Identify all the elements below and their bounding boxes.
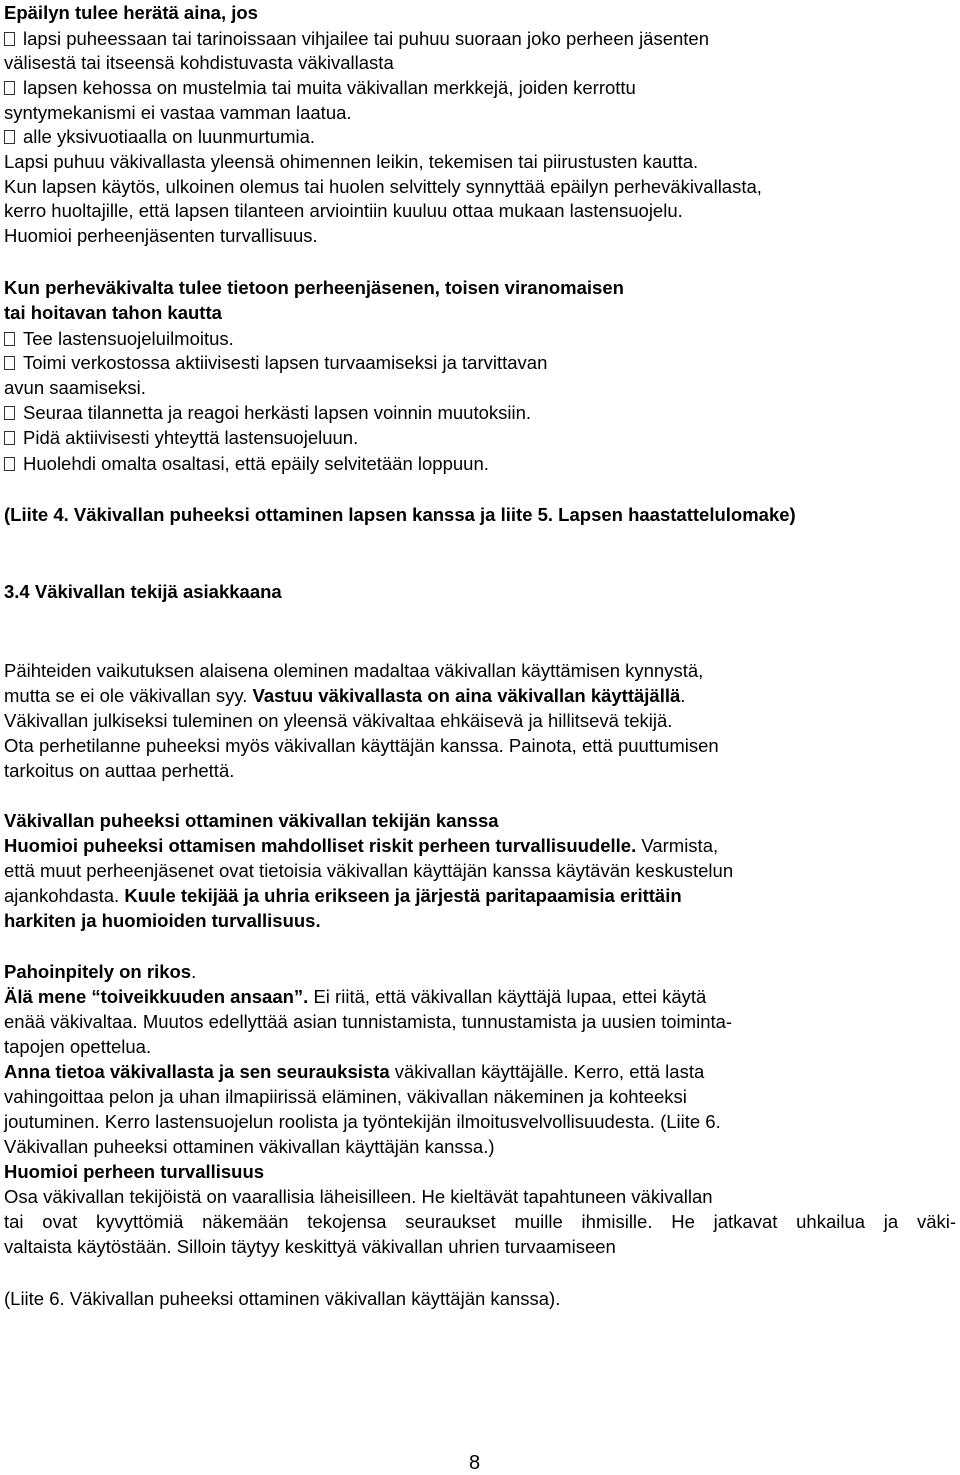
bullet-box-icon <box>4 81 15 95</box>
paragraph-line: Huomioi perheenjäsenten turvallisuus. <box>4 225 318 246</box>
bullet-box-icon <box>4 457 15 471</box>
section-heading: 3.4 Väkivallan tekijä asiakkaana <box>4 581 282 602</box>
list-item-cont: avun saamiseksi. <box>4 377 146 398</box>
paragraph-line: Kun lapsen käytös, ulkoinen olemus tai huolen selvittely synnyttää epäilyn perheväkivallasta, <box>4 176 762 197</box>
bullet-box-icon <box>4 406 15 420</box>
subheading: Väkivallan puheeksi ottaminen väkivallan tekijän kanssa <box>4 810 499 831</box>
list-item: alle yksivuotiaalla on luunmurtumia. <box>4 125 315 149</box>
paragraph-line: valtaista käytöstään. Silloin täytyy keskittyä väkivallan uhrien turvaamiseen <box>4 1236 616 1257</box>
paragraph-line: enää väkivaltaa. Muutos edellyttää asian tunnistamista, tunnustamista ja uusien toiminta- <box>4 1011 733 1032</box>
paragraph-line: Anna tietoa väkivallasta ja sen seurauksista väkivallan käyttäjälle. Kerro, että lasta <box>4 1061 705 1082</box>
paragraph-line: tai ovat kyvyttömiä näkemään tekojensa seuraukset muille ihmisille. He jatkavat uhkailua ja väki- <box>4 1211 956 1232</box>
paragraph-line: joutuminen. Kerro lastensuojelun roolista ja työntekijän ilmoitusvelvollisuudesta. (Liite 6. <box>4 1111 721 1132</box>
paragraph-line: Osa väkivallan tekijöistä on vaarallisia läheisilleen. He kieltävät tapahtuneen väkivallan <box>4 1186 713 1207</box>
list-item-cont: syntymekanismi ei vastaa vamman laatua. <box>4 102 352 123</box>
paragraph-line: Väkivallan julkiseksi tuleminen on yleensä väkivaltaa ehkäisevä ja hillitsevä tekijä. <box>4 710 673 731</box>
appendix-note: (Liite 4. Väkivallan puheeksi ottaminen lapsen kanssa ja liite 5. Lapsen haastattelulomake) <box>4 504 796 525</box>
paragraph-line: mutta se ei ole väkivallan syy. Vastuu väkivallasta on aina väkivallan käyttäjällä. <box>4 685 686 706</box>
list-item: lapsen kehossa on mustelmia tai muita väkivallan merkkejä, joiden kerrottu <box>4 76 636 100</box>
list-item: Huolehdi omalta osaltasi, että epäily selvitetään loppuun. <box>4 452 489 476</box>
paragraph-line: Lapsi puhuu väkivallasta yleensä ohimennen leikin, tekemisen tai piirustusten kautta. <box>4 151 699 172</box>
paragraph-line: Pahoinpitely on rikos. <box>4 961 197 982</box>
heading-disclosure-cont: tai hoitavan tahon kautta <box>4 302 222 323</box>
appendix-note: (Liite 6. Väkivallan puheeksi ottaminen väkivallan käyttäjän kanssa). <box>4 1288 561 1309</box>
paragraph-line: Älä mene “toiveikkuuden ansaan”. Ei riitä, että väkivallan käyttäjä lupaa, ettei käytä <box>4 986 707 1007</box>
paragraph-line: Ota perhetilanne puheeksi myös väkivallan käyttäjän kanssa. Painota, että puuttumisen <box>4 735 719 756</box>
paragraph-line: että muut perheenjäsenet ovat tietoisia väkivallan käyttäjän kanssa käytävän keskustelun <box>4 860 734 881</box>
heading-suspicion: Epäilyn tulee herätä aina, jos <box>4 2 258 23</box>
list-item: Seuraa tilannetta ja reagoi herkästi lapsen voinnin muutoksiin. <box>4 401 531 425</box>
paragraph-line: ajankohdasta. Kuule tekijää ja uhria erikseen ja järjestä paritapaamisia erittäin <box>4 885 682 906</box>
paragraph-line: Väkivallan puheeksi ottaminen väkivallan käyttäjän kanssa.) <box>4 1136 495 1157</box>
bullet-box-icon <box>4 130 15 144</box>
paragraph-line: Huomioi puheeksi ottamisen mahdolliset riskit perheen turvallisuudelle. Varmista, <box>4 835 719 856</box>
paragraph-line: harkiten ja huomioiden turvallisuus. <box>4 910 321 931</box>
paragraph-line: Päihteiden vaikutuksen alaisena oleminen madaltaa väkivallan käyttämisen kynnystä, <box>4 660 704 681</box>
bullet-box-icon <box>4 32 15 46</box>
paragraph-line: vahingoittaa pelon ja uhan ilmapiirissä eläminen, väkivallan näkeminen ja kohteeksi <box>4 1086 687 1107</box>
paragraph-line: tapojen opettelua. <box>4 1036 152 1057</box>
bullet-box-icon <box>4 356 15 370</box>
bullet-box-icon <box>4 332 15 346</box>
list-item-cont: välisestä tai itseensä kohdistuvasta väkivallasta <box>4 52 394 73</box>
page-number: 8 <box>469 1452 481 1474</box>
list-item: Toimi verkostossa aktiivisesti lapsen turvaamiseksi ja tarvittavan <box>4 351 547 375</box>
subheading: Huomioi perheen turvallisuus <box>4 1161 265 1182</box>
list-item: lapsi puheessaan tai tarinoissaan vihjailee tai puhuu suoraan joko perheen jäsenten <box>4 27 709 51</box>
paragraph-line: tarkoitus on auttaa perhettä. <box>4 760 235 781</box>
bullet-box-icon <box>4 431 15 445</box>
heading-disclosure: Kun perheväkivalta tulee tietoon perheenjäsenen, toisen viranomaisen <box>4 277 624 298</box>
paragraph-line: kerro huoltajille, että lapsen tilanteen arviointiin kuuluu ottaa mukaan lastensuojelu. <box>4 200 683 221</box>
list-item: Tee lastensuojeluilmoitus. <box>4 327 234 351</box>
list-item: Pidä aktiivisesti yhteyttä lastensuojeluun. <box>4 426 358 450</box>
